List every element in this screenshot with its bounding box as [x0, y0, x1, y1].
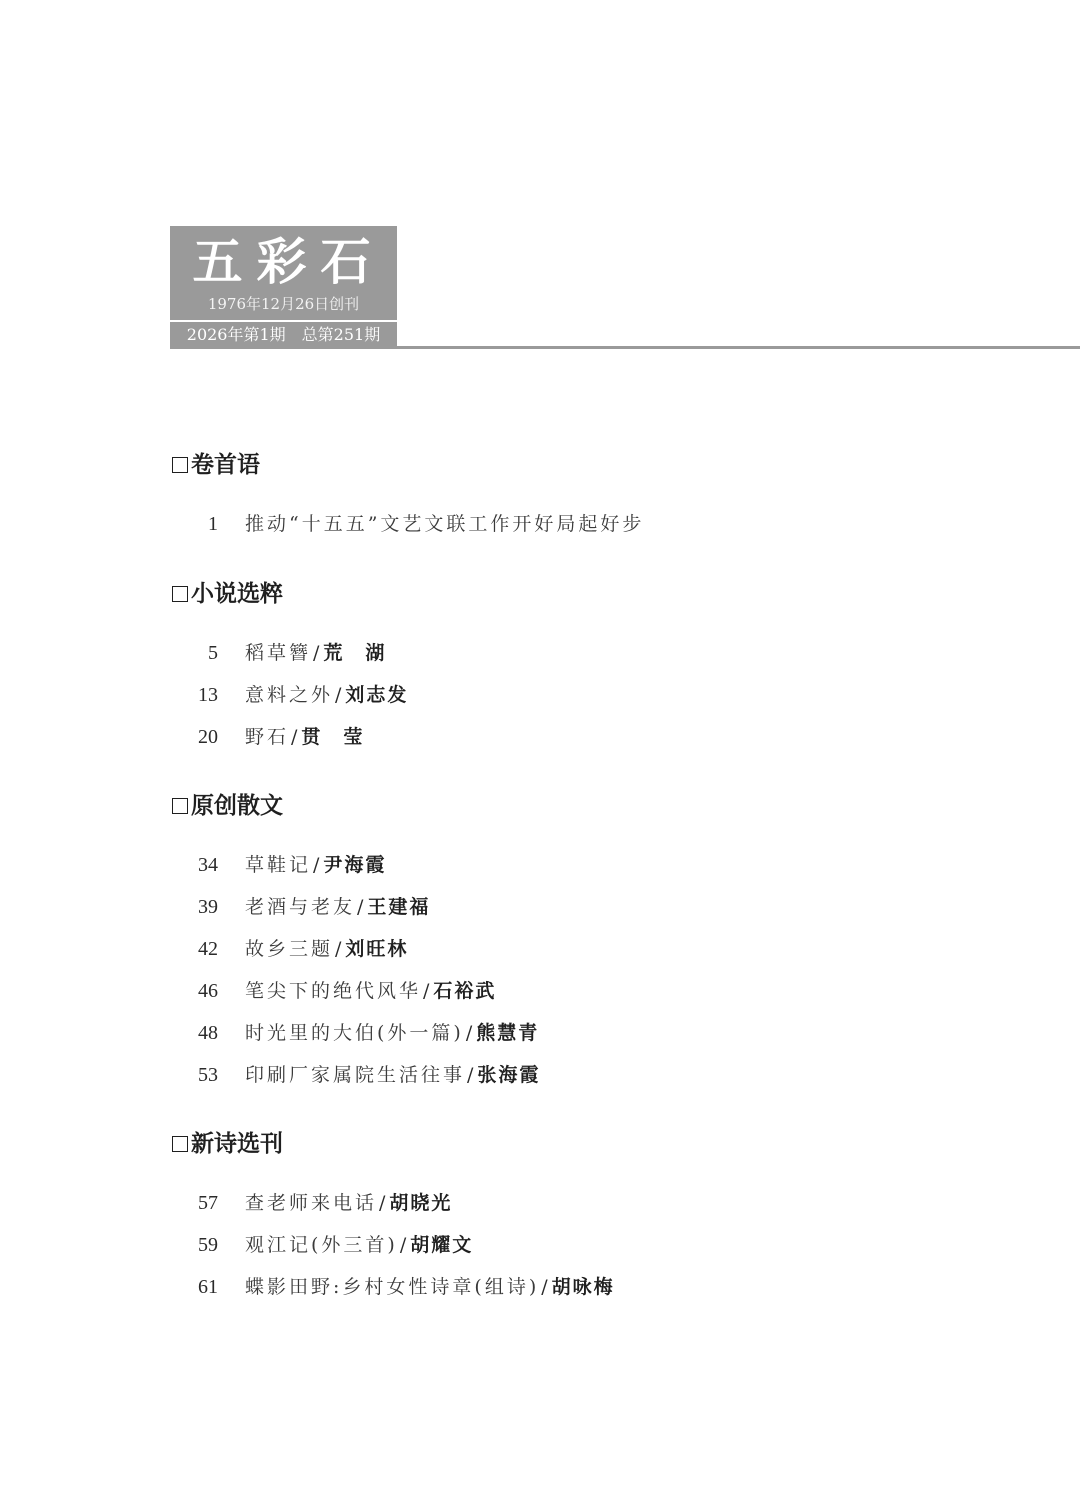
page-number: 42 — [198, 938, 218, 960]
toc-entry — [175, 1273, 615, 1301]
section-heading — [172, 1129, 283, 1159]
separator: / — [335, 938, 342, 960]
toc-entry — [175, 893, 430, 921]
page-number: 20 — [198, 726, 218, 748]
separator: / — [423, 980, 430, 1002]
separator: / — [399, 1234, 407, 1256]
separator: / — [291, 726, 298, 748]
entry-title: 查老师来电话 — [245, 1192, 378, 1214]
checkbox-square-icon — [172, 457, 188, 473]
toc-entry — [175, 1189, 452, 1217]
toc-entry — [175, 723, 364, 751]
page-number: 1 — [208, 513, 218, 535]
page-number: 46 — [198, 980, 218, 1002]
page-number: 34 — [198, 854, 218, 876]
page-number: 5 — [208, 642, 218, 664]
entry-title: 故乡三题 — [245, 938, 334, 960]
toc-entry — [175, 1231, 473, 1259]
section-heading — [172, 791, 283, 821]
masthead — [170, 226, 397, 349]
entry-author: 荒 湖 — [323, 642, 387, 664]
entry-title: 蝶影田野:乡村女性诗章(组诗) — [245, 1276, 540, 1298]
entry-author: 胡晓光 — [389, 1192, 453, 1214]
section-title: 新诗选刊 — [191, 1131, 283, 1157]
entry-author: 胡耀文 — [410, 1234, 474, 1256]
entry-author: 刘志发 — [345, 684, 409, 706]
entry-title: 印刷厂家属院生活往事 — [245, 1064, 466, 1086]
entry-title: 观江记(外三首) — [245, 1234, 398, 1256]
toc-entry — [175, 510, 644, 538]
toc-entry — [175, 935, 408, 963]
separator: / — [541, 1276, 548, 1298]
masthead-divider — [170, 320, 397, 322]
separator: / — [467, 1064, 474, 1086]
page-number: 61 — [198, 1276, 218, 1298]
entry-title: 野石 — [245, 726, 290, 748]
section-title: 小说选粹 — [191, 581, 283, 607]
page-number: 57 — [198, 1192, 218, 1214]
issue-number: 2026年第1期 总第251期 — [186, 325, 381, 344]
checkbox-square-icon — [172, 1136, 188, 1152]
entry-author: 石裕武 — [433, 980, 497, 1002]
entry-title: 推动“十五五”文艺文联工作开好局起好步 — [245, 513, 645, 535]
entry-author: 熊慧青 — [476, 1022, 540, 1044]
separator: / — [379, 1192, 386, 1214]
separator: / — [313, 642, 320, 664]
entry-author: 刘旺林 — [345, 938, 409, 960]
entry-author: 王建福 — [367, 896, 431, 918]
entry-author: 贯 莹 — [301, 726, 365, 748]
separator: / — [465, 1022, 473, 1044]
section-heading — [172, 579, 283, 609]
entry-title: 稻草簪 — [245, 642, 312, 664]
header-rule — [397, 346, 1080, 349]
founded-date: 1976年12月26日创刊 — [207, 295, 360, 313]
section-heading — [172, 450, 260, 480]
section-title: 原创散文 — [191, 793, 283, 819]
toc-entry — [175, 681, 408, 709]
page-number: 48 — [198, 1022, 218, 1044]
page-number: 53 — [198, 1064, 218, 1086]
page-number: 13 — [198, 684, 218, 706]
page-number: 39 — [198, 896, 218, 918]
separator: / — [357, 896, 364, 918]
entry-title: 时光里的大伯(外一篇) — [245, 1022, 464, 1044]
entry-title: 草鞋记 — [245, 854, 312, 876]
checkbox-square-icon — [172, 586, 188, 602]
entry-author: 尹海霞 — [323, 854, 387, 876]
toc-entry — [175, 1019, 539, 1047]
separator: / — [313, 854, 320, 876]
toc-entry — [175, 639, 386, 667]
magazine-title: 五彩石 — [192, 232, 385, 291]
toc-entry — [175, 977, 496, 1005]
page-number: 59 — [198, 1234, 218, 1256]
checkbox-square-icon — [172, 798, 188, 814]
entry-title: 意料之外 — [245, 684, 334, 706]
entry-author: 胡咏梅 — [551, 1276, 615, 1298]
separator: / — [335, 684, 342, 706]
toc-entry — [175, 1061, 540, 1089]
entry-title: 老酒与老友 — [245, 896, 356, 918]
section-title: 卷首语 — [191, 452, 260, 478]
entry-title: 笔尖下的绝代风华 — [245, 980, 422, 1002]
entry-author: 张海霞 — [477, 1064, 541, 1086]
toc-entry — [175, 851, 386, 879]
